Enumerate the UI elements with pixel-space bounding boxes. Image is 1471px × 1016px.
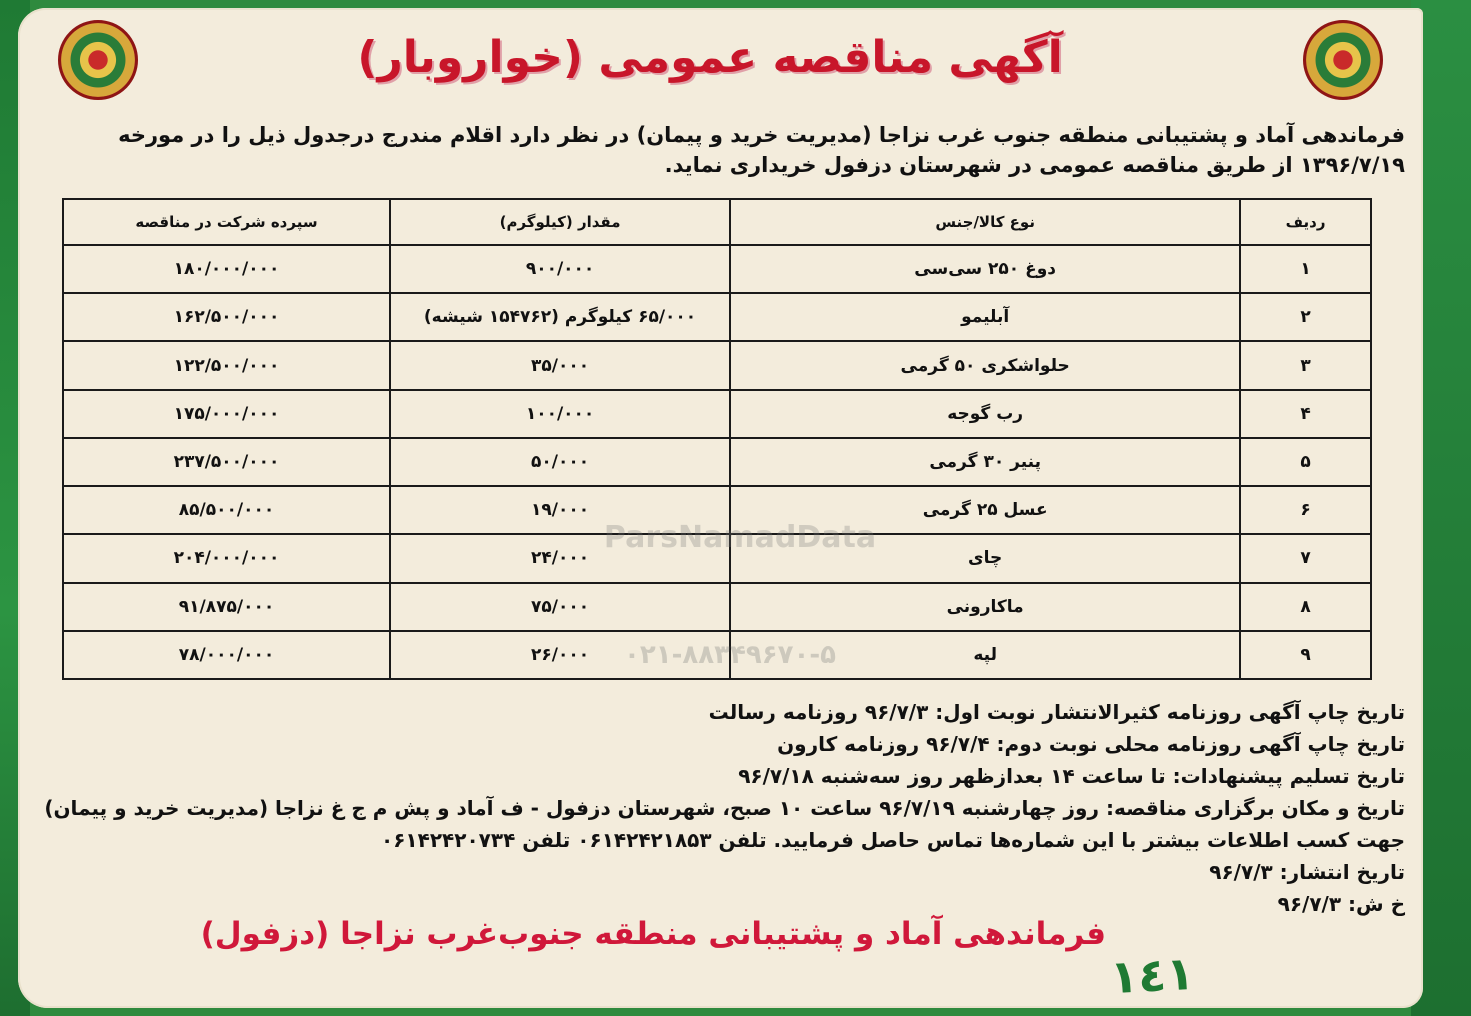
detail-first-print: تاریخ چاپ آگهی روزنامه کثیرالانتشار نوبت اول: ۹۶/۷/۳ روزنامه رسالت <box>708 700 1405 724</box>
handwritten-number: ۱٤١ <box>1108 945 1196 1005</box>
row-number: ۲ <box>1240 293 1371 341</box>
row-quantity: ۳۵/۰۰۰ <box>390 341 730 389</box>
row-deposit: ۱۲۲/۵۰۰/۰۰۰ <box>63 341 390 389</box>
notice-details <box>40 696 1405 920</box>
row-deposit: ۱۶۲/۵۰۰/۰۰۰ <box>63 293 390 341</box>
row-quantity: ۹۰۰/۰۰۰ <box>390 245 730 293</box>
header-quantity: مقدار (کیلوگرم) <box>390 199 730 245</box>
row-number: ۱ <box>1240 245 1371 293</box>
row-number: ۹ <box>1240 631 1371 679</box>
header-item: نوع کالا/جنس <box>730 199 1240 245</box>
detail-second-print: تاریخ چاپ آگهی روزنامه محلی نوبت دوم: ۹۶/۷/۴ روزنامه کارون <box>777 732 1405 756</box>
row-quantity: ۱۹/۰۰۰ <box>390 486 730 534</box>
row-quantity: ۲۶/۰۰۰ <box>390 631 730 679</box>
row-deposit: ۲۳۷/۵۰۰/۰۰۰ <box>63 438 390 486</box>
row-number: ۴ <box>1240 390 1371 438</box>
army-emblem-left <box>58 20 138 100</box>
row-item: رب گوجه <box>730 390 1240 438</box>
issuer-footer: فرماندهی آماد و پشتیبانی منطقه جنوب‌غرب نزاجا (دزفول) <box>200 916 1106 952</box>
row-number: ۳ <box>1240 341 1371 389</box>
table-row <box>63 293 1371 341</box>
detail-contact-phones: جهت کسب اطلاعات بیشتر با این شماره‌ها تماس حاصل فرمایید. تلفن ۰۶۱۴۲۴۲۱۸۵۳ تلفن ۰۶۱۴۲۴۲۰۷۳۴ <box>381 828 1405 852</box>
watermark-phone: ۰۲۱-۸۸۳۴۹۶۷۰-۵ <box>623 640 836 670</box>
row-deposit: ۱۸۰/۰۰۰/۰۰۰ <box>63 245 390 293</box>
row-number: ۶ <box>1240 486 1371 534</box>
army-emblem-right <box>1303 20 1383 100</box>
watermark-text: ParsNamadData <box>603 520 877 555</box>
table-row <box>63 390 1371 438</box>
row-deposit: ۷۸/۰۰۰/۰۰۰ <box>63 631 390 679</box>
table-row <box>63 583 1371 631</box>
table-row <box>63 438 1371 486</box>
items-table <box>62 198 1372 680</box>
items-table-wrapper <box>62 198 1372 680</box>
detail-tender-date-place: تاریخ و مکان برگزاری مناقصه: روز چهارشنبه ۹۶/۷/۱۹ ساعت ۱۰ صبح، شهرستان دزفول - ف آماد و پش م ج غ نزاجا (مدیریت خرید و پیمان) <box>44 796 1405 820</box>
header-deposit: سپرده شرکت در مناقصه <box>63 199 390 245</box>
row-quantity: ۲۴/۰۰۰ <box>390 534 730 582</box>
row-number: ۷ <box>1240 534 1371 582</box>
table-row <box>63 245 1371 293</box>
row-deposit: ۲۰۴/۰۰۰/۰۰۰ <box>63 534 390 582</box>
table-header-row <box>63 199 1371 245</box>
row-item: دوغ ۲۵۰ سی‌سی <box>730 245 1240 293</box>
intro-paragraph: فرماندهی آماد و پشتیبانی منطقه جنوب غرب نزاجا (مدیریت خرید و پیمان) در نظر دارد اقلام مندرج درجدول ذیل را در مورخه ۱۳۹۶/۷/۱۹ از طریق مناقصه عمومی در شهرستان دزفول خریداری نماید. <box>118 123 1405 177</box>
row-item: آبلیمو <box>730 293 1240 341</box>
detail-submission-deadline: تاریخ تسلیم پیشنهادات: تا ساعت ۱۴ بعدازظهر روز سه‌شنبه ۹۶/۷/۱۸ <box>738 764 1405 788</box>
row-deposit: ۹۱/۸۷۵/۰۰۰ <box>63 583 390 631</box>
row-item: لپه <box>730 631 1240 679</box>
row-item: پنیر ۳۰ گرمی <box>730 438 1240 486</box>
row-number: ۸ <box>1240 583 1371 631</box>
row-item: حلواشکری ۵۰ گرمی <box>730 341 1240 389</box>
detail-kh-sh: خ ش: ۹۶/۷/۳ <box>1277 892 1405 916</box>
row-item: چای <box>730 534 1240 582</box>
row-quantity: ۶۵/۰۰۰ کیلوگرم (۱۵۴۷۶۲ شیشه) <box>390 293 730 341</box>
row-quantity: ۷۵/۰۰۰ <box>390 583 730 631</box>
row-quantity: ۱۰۰/۰۰۰ <box>390 390 730 438</box>
row-quantity: ۵۰/۰۰۰ <box>390 438 730 486</box>
row-number: ۵ <box>1240 438 1371 486</box>
detail-publish-date: تاریخ انتشار: ۹۶/۷/۳ <box>1209 860 1405 884</box>
header-row-number: ردیف <box>1240 199 1371 245</box>
row-deposit: ۸۵/۵۰۰/۰۰۰ <box>63 486 390 534</box>
row-deposit: ۱۷۵/۰۰۰/۰۰۰ <box>63 390 390 438</box>
table-row <box>63 341 1371 389</box>
notice-title: آگهی مناقصه عمومی (خواروبار) <box>357 32 1063 83</box>
row-item: عسل ۲۵ گرمی <box>730 486 1240 534</box>
row-item: ماکارونی <box>730 583 1240 631</box>
